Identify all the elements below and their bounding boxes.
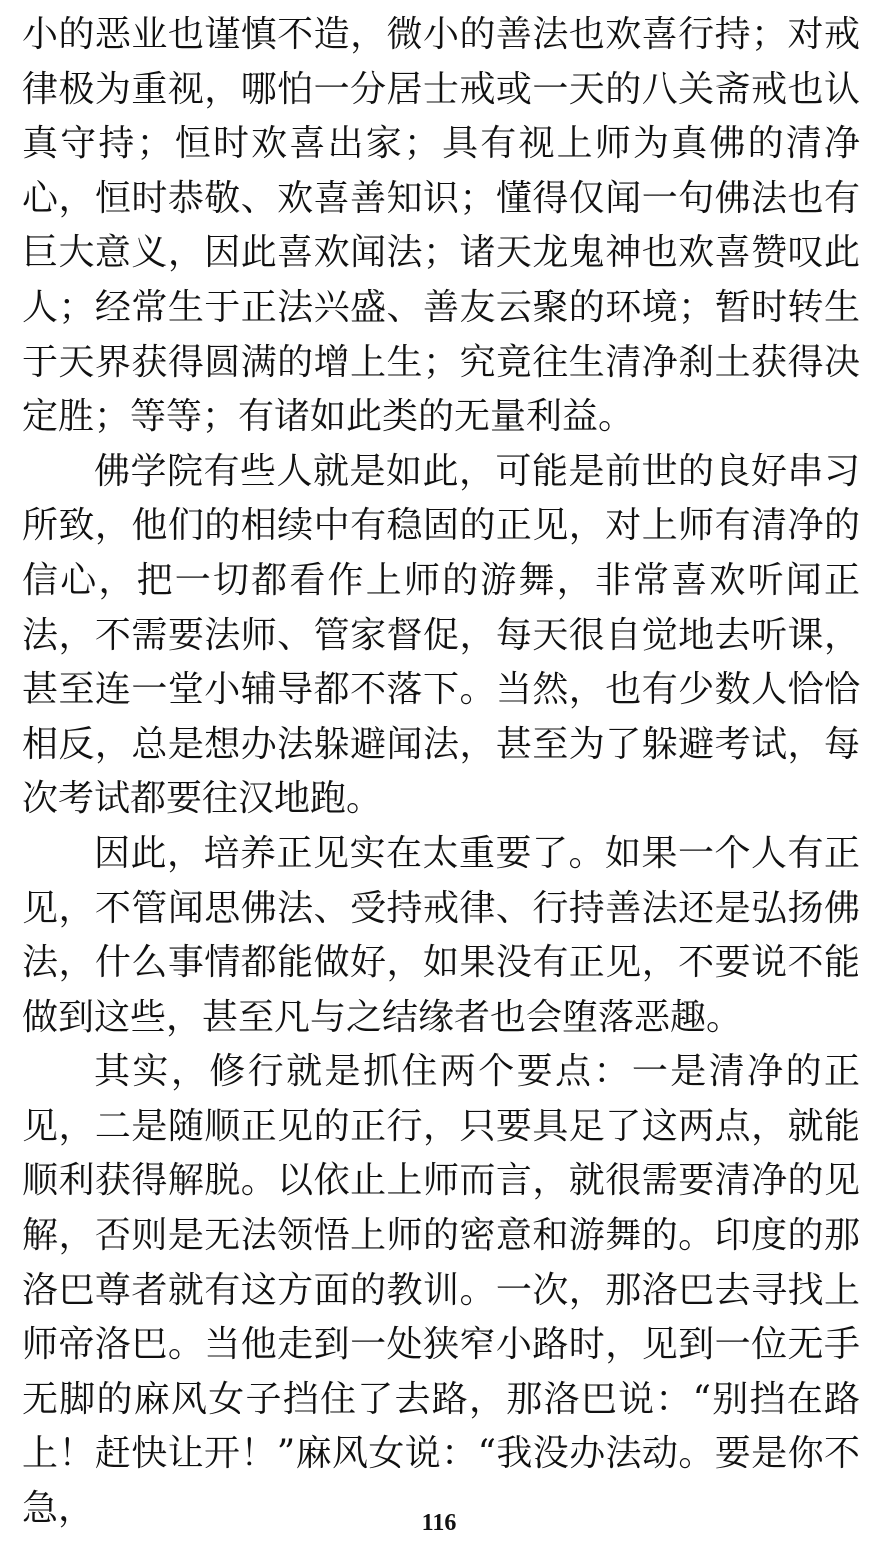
paragraph-2: 佛学院有些人就是如此，可能是前世的良好串习所致，他们的相续中有稳固的正见，对上师有清净的信心，把一切都看作上师的游舞，非常喜欢听闻正法，不需要法师、管家督促，每天很自觉地去听课，甚至连一堂小辅导都不落下。当然，也有少数人恰恰相反，总是想办法躲避闻法，甚至为了躲避考试，每次考试都要往汉地跑。 xyxy=(22,450,860,820)
paragraph-3: 因此，培养正见实在太重要了。如果一个人有正见，不管闻思佛法、受持戒律、行持善法还是弘扬佛法，什么事情都能做好，如果没有正见，不要说不能做到这些，甚至凡与之结缘者也会堕落恶趣。 xyxy=(22,832,860,1038)
paragraph-4: 其实，修行就是抓住两个要点：一是清净的正见，二是随顺正见的正行，只要具足了这两点，就能顺利获得解脱。以依止上师而言，就很需要清净的见解，否则是无法领悟上师的密意和游舞的。印度的那洛巴尊者就有这方面的教训。一次，那洛巴去寻找上师帝洛巴。当他走到一处狭窄小路时，见到一位无手无脚的麻风女子挡住了去路，那洛巴说：“别挡在路上！赶快让开！”麻风女说：“我没办法动。要是你不急， xyxy=(22,1051,860,1530)
paragraph-1: 小的恶业也谨慎不造，微小的善法也欢喜行持；对戒律极为重视，哪怕一分居士戒或一天的八关斋戒也认真守持；恒时欢喜出家；具有视上师为真佛的清净心，恒时恭敬、欢喜善知识；懂得仅闻一句佛法也有巨大意义，因此喜欢闻法；诸天龙鬼神也欢喜赞叹此人；经常生于正法兴盛、善友云聚的环境；暂时转生于天界获得圆满的增上生；究竟往生清净刹土获得决定胜；等等；有诸如此类的无量利益。 xyxy=(22,14,860,438)
page-number: 116 xyxy=(421,1510,457,1536)
body-text xyxy=(22,8,860,1537)
